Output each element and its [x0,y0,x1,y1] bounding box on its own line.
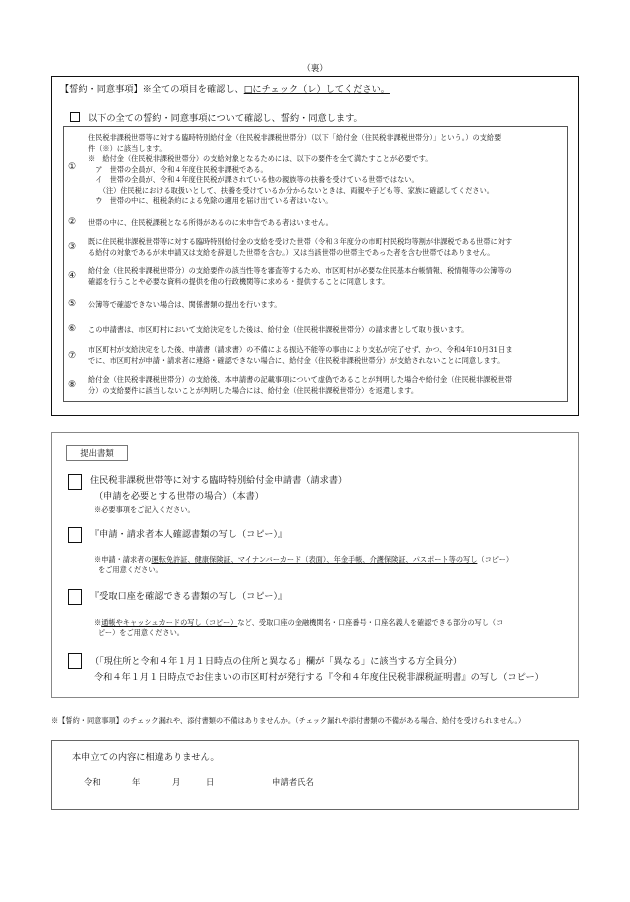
oath-item-line: 市区町村が支給決定をした後、申請書（請求書）の不備による振込不能等の事由により支払が完了せず、かつ、令和4年10月31日ま [88,345,513,354]
doc-id-note-list: 運転免許証、健康保険証、マイナンバーカード（表面）、年金手帳、介護保険証、パスポート等の写し [151,555,478,564]
oath-item-8 [88,375,512,396]
oath-item-line: ウ 世帯の中に、租税条約による免除の適用を届け出ている者はいない。 [88,196,333,205]
doc-bank-note-suffix: など、受取口座の金融機関名・口座番号・口座名義人を確認できる部分の写し（コ [237,618,504,627]
oath-item-line: 給付金（住民税非課税世帯分）の支給後、本申請書の記載事項について虚偽であることが判明した場合や給付金（住民税非課税世帯 [88,375,512,384]
signature-section [51,740,579,810]
documents-title: 提出書類 [66,445,128,461]
oath-item-line: 分）の支給要件に該当しないことが判明した場合には、給付金（住民税非課税世帯分）を返還します。 [88,385,419,395]
oath-agree-checkbox[interactable] [70,112,80,122]
oath-item-line: 世帯の中に、住民税課税となる所得があるのに未申告である者はいません。 [88,218,333,227]
year-label: 年 [132,777,141,787]
oath-item-7 [88,345,513,366]
doc-bank-note-list: 通帳やキャッシュカードの写し（コピー） [101,618,238,627]
oath-item-number: ④ [68,271,77,281]
oath-heading-instruction: □にチェック（レ）してください。 [243,84,390,95]
oath-item-line: 確認を行うことや必要な資料の提供を他の行政機関等に求める・提供することに同意します。 [88,276,390,286]
check-notice: ※【誓約・同意事項】のチェック漏れや、添付書類の不備はありませんか。（チェック漏れや添付書類の不備がある場合、給付を受けられません。） [51,716,526,725]
doc-bank-label: 『受取口座を確認できる書類の写し（コピー）』 [90,591,288,602]
oath-item-3 [88,237,512,258]
doc-bank-note [94,618,503,628]
oath-item-1 [88,133,501,207]
oath-item-line: 既に住民税非課税世帯等に対する臨時特別給付金の支給を受けた世帯（令和３年度分の市町村民税均等割が非課税である世帯に対す [88,237,513,246]
oath-item-number: ⑧ [68,380,77,390]
page-side-label: （裏） [302,64,328,74]
oath-item-line: この申請書は、市区町村において支給決定をした後は、給付金（住民税非課税世帯分）の請求書として取り扱います。 [88,325,469,334]
oath-item-number: ⑦ [68,351,77,361]
oath-item-line: る給付の対象であるが未申請又は支給を辞退した世帯を含む。）又は当該世帯の世帯主であった者を含む世帯ではありません。 [88,247,495,257]
doc-id-note-cont: をご用意ください。 [98,565,163,574]
doc-bank-checkbox[interactable] [68,589,82,605]
oath-agree-row[interactable] [70,112,363,125]
oath-item-6 [88,325,468,336]
oath-item-line: 公簿等で確認できない場合は、関係書類の提出を行います。 [88,300,282,309]
oath-item-number: ① [68,162,77,172]
oath-item-line: 住民税非課税世帯等に対する臨時特別給付金（住民税非課税世帯分）（以下「給付金（住民税非課税世帯分）」という。）の支給要 [88,133,502,142]
oath-item-2 [88,218,333,229]
declaration-statement: 本申立ての内容に相違ありません。 [72,752,220,763]
oath-item-line: 給付金（住民税非課税世帯分）の支給要件の該当性等を審査等するため、市区町村が必要な住民基本台帳情報、税情報等の公簿等の [88,266,512,275]
oath-item-number: ③ [68,242,77,252]
month-label: 月 [172,777,181,787]
doc-id-note-prefix: ※申請・請求者の [94,555,152,564]
oath-item-line: 件（※）に該当します。 [88,143,167,153]
doc-id-label: 『申請・請求者本人確認書類の写し（コピー）』 [90,529,288,540]
doc-application-condition: （申請を必要とする世帯の場合）（本書） [94,491,264,502]
era-label: 令和 [84,777,101,787]
day-label: 日 [206,777,215,787]
oath-item-5 [88,300,282,311]
doc-id-note [94,555,513,565]
oath-item-line: でに、市区町村が申請・請求者に連絡・確認できない場合に、給付金（住民税非課税世帯分）が支給されないことに同意します。 [88,355,505,365]
oath-item-line: ※ 給付金（住民税非課税世帯分）の支給対象となるためには、以下の要件を全て満たすことが必要です。 [88,154,433,163]
oath-item-number: ② [68,217,77,227]
oath-item-line: イ 世帯の全員が、令和４年度住民税が課されている他の親族等の扶養を受けている世帯ではない。 [88,175,419,184]
oath-heading [60,84,390,96]
oath-agree-label: 以下の全ての誓約・同意事項について確認し、誓約・同意します。 [88,113,363,124]
applicant-name-label: 申請者氏名 [272,777,314,787]
oath-item-line: ア 世帯の全員が、令和４年度住民税非課税である。 [88,164,268,174]
oath-heading-prefix: 【誓約・同意事項】※全ての項目を確認し、 [60,84,244,95]
doc-application-checkbox[interactable] [68,474,82,490]
doc-bank-note-prefix: ※ [94,618,102,627]
doc-id-checkbox[interactable] [68,527,82,543]
oath-item-number: ⑥ [68,324,77,334]
oath-item-4 [88,266,512,287]
oath-item-line: （注）住民税における取扱いとして、扶養を受けているか分からないときは、両親や子ども等、家族に確認してください。 [88,185,494,195]
doc-application-label: 住民税非課税世帯等に対する臨時特別給付金申請書（請求書） [90,475,348,486]
doc-application-note: ※必要事項をご記入ください。 [94,505,195,514]
oath-item-number: ⑤ [68,299,77,309]
doc-id-note-suffix: （コピー） [477,555,514,564]
doc-certificate-label: 令和４年１月１日時点でお住まいの市区町村が発行する『令和４年度住民税非課税証明書』の写し（コピー） [94,672,544,683]
doc-certificate-condition: （「現住所と令和４年１月１日時点の住所と異なる」欄が「異なる」に該当する方全員分） [90,656,463,667]
doc-bank-note-cont: ピー）をご用意ください。 [98,628,184,637]
doc-certificate-checkbox[interactable] [68,653,82,669]
